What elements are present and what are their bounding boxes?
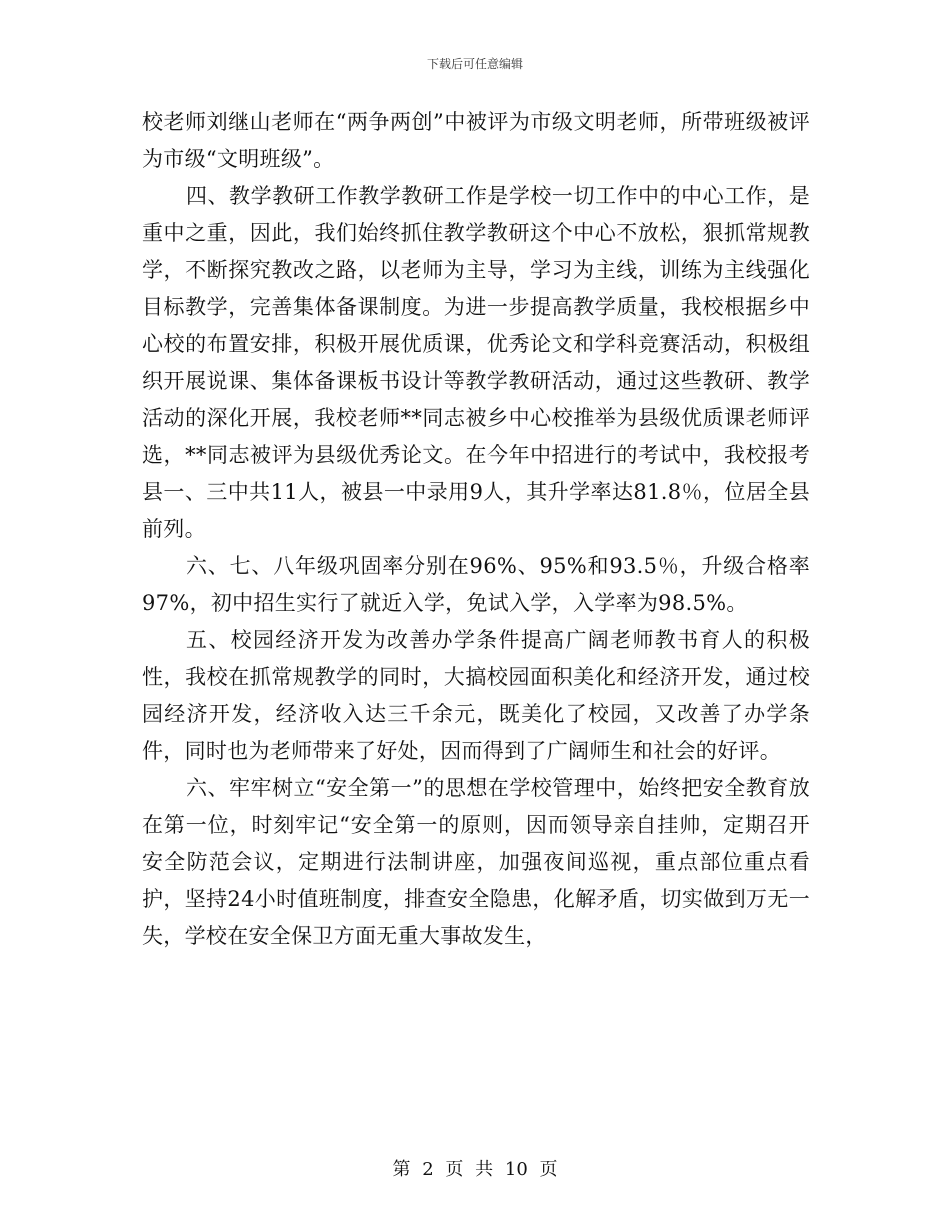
paragraph: 五、校园经济开发为改善办学条件提高广阔老师教书育人的积极性，我校在抓常规教学的同时，大搞校园面积美化和经济开发，通过校园经济开发，经济收入达三千余元，既美化了校园，又改善了办学条件，同时也为老师带来了好处，因而得到了广阔师生和社会的好评。 (142, 628, 810, 763)
page-number-footer (0, 1155, 950, 1181)
document-body (142, 104, 810, 955)
page-current: 2 (422, 1159, 434, 1180)
page-total: 10 (504, 1159, 528, 1180)
page-header-note: 下载后可任意编辑 (426, 57, 523, 71)
page-label-suffix: 页 (539, 1159, 558, 1180)
page-label-mid2: 共 (475, 1159, 494, 1180)
paragraph: 六、牢牢树立“安全第一”的思想在学校管理中，始终把安全教育放在第一位，时刻牢记“安全第一的原则，因而领导亲自挂帅，定期召开安全防范会议，定期进行法制讲座，加强夜间巡视，重点部位重点看护，坚持24小时值班制度，排查安全隐患，化解矛盾，切实做到万无一失，学校在安全保卫方面无重大事故发生， (142, 776, 810, 948)
paragraph: 六、七、八年级巩固率分别在96%、95%和93.5％，升级合格率97%，初中招生实行了就近入学，免试入学，入学率为98.5%。 (142, 554, 810, 615)
paragraph: 四、教学教研工作教学教研工作是学校一切工作中的中心工作，是重中之重，因此，我们始终抓住教学教研这个中心不放松，狠抓常规教学，不断探究教改之路，以老师为主导，学习为主线，训练为主线强化目标教学，完善集体备课制度。为进一步提高教学质量，我校根据乡中心校的布置安排，积极开展优质课，优秀论文和学科竞赛活动，积极组织开展说课、集体备课板书设计等教学教研活动，通过这些教研、教学活动的深化开展，我校老师**同志被乡中心校推举为县级优质课老师评选，**同志被评为县级优秀论文。在今年中招进行的考试中，我校报考县一、三中共11人，被县一中录用9人，其升学率达81.8％，位居全县前列。 (142, 184, 810, 541)
paragraph: 校老师刘继山老师在“两争两创”中被评为市级文明老师，所带班级被评为市级“文明班级”。 (142, 110, 810, 171)
page-label-prefix: 第 (392, 1159, 411, 1180)
page-label-mid1: 页 (445, 1159, 464, 1180)
